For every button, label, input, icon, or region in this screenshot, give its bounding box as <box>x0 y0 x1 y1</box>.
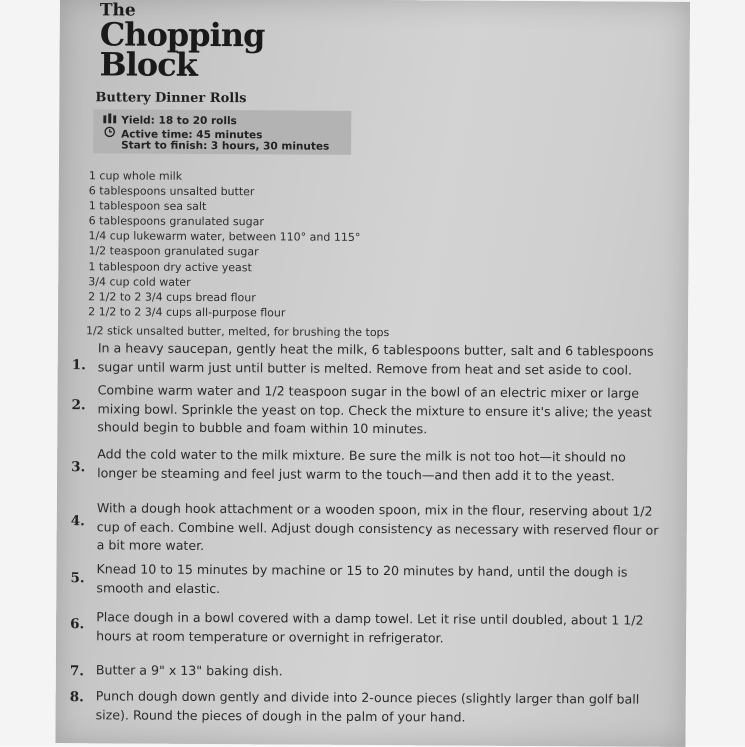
instruction-step <box>69 661 680 680</box>
instruction-step <box>71 381 682 437</box>
instruction-step <box>71 446 681 483</box>
recipe-sheet <box>55 0 690 747</box>
rolls-icon <box>101 113 117 127</box>
chopping-block-logo <box>99 0 265 84</box>
ingredient-item: 1/4 cup lukewarm water, between 110° and 115° <box>88 229 361 245</box>
active-time-text: Active time: 45 minutes <box>121 128 263 142</box>
logo-block: Block <box>99 45 197 84</box>
recipe-title: Buttery Dinner Rolls <box>95 90 247 107</box>
instruction-step <box>70 499 681 553</box>
instruction-step <box>69 687 680 725</box>
step-number: 3. <box>71 459 86 476</box>
step-text: In a heavy saucepan, gently heat the milk, 6 tablespoons butter, salt and 6 tablespoons sugar until warm just until butter is melted. Remove from heat and set aside to cool. <box>97 340 654 378</box>
ingredient-item: 2 1/2 to 2 3/4 cups bread flour <box>88 290 256 305</box>
instruction-step <box>70 560 681 596</box>
ingredient-item: 1 tablespoon sea salt <box>88 199 207 214</box>
ingredient-item: 6 tablespoons granulated sugar <box>88 214 264 229</box>
recipe-info-box <box>93 109 351 155</box>
step-number: 6. <box>70 616 85 633</box>
logo-chopping: Chopping <box>99 15 265 55</box>
ingredient-item: 1 tablespoon dry active yeast <box>88 259 252 274</box>
step-number: 4. <box>70 513 85 530</box>
ingredient-item: 1/2 teaspoon granulated sugar <box>88 244 259 259</box>
step-number: 2. <box>71 397 86 414</box>
step-text: Knead 10 to 15 minutes by machine or 15 to 20 minutes by hand, until the dough is smooth and elastic. <box>96 561 628 596</box>
ingredient-item: 2 1/2 to 2 3/4 cups all-purpose flour <box>88 305 286 320</box>
step-number: 7. <box>69 663 85 680</box>
step-text: Combine warm water and 1/2 teaspoon sugar in the bowl of an electric mixer or large mixing bowl. Sprinkle the yeast on top. Check the mixture to ensure it's alive; the yeast should begin to bubble and foam within 10 minutes. <box>97 382 652 437</box>
instruction-step <box>70 608 680 645</box>
step-number: 5. <box>70 570 85 587</box>
step-text: Add the cold water to the milk mixture. Be sure the milk is not too hot—it should no longer be steaming and feel just warm to the touch—and then add it to the yeast. <box>97 446 626 483</box>
logo-the: The <box>99 0 136 21</box>
yield-text: Yield: 18 to 20 rolls <box>121 114 237 128</box>
step-text: Punch dough down gently and divide into 2-ounce pieces (slightly larger than golf ball size). Round the pieces of dough in the palm of your hand. <box>95 688 640 725</box>
ingredient-item: 3/4 cup cold water <box>88 274 191 289</box>
ingredient-item: 1 cup whole milk <box>88 169 183 183</box>
step-text: Place dough in a bowl covered with a damp towel. Let it rise until doubled, about 1 1/2 hours at room temperature or overnight in refrigerator. <box>96 609 644 645</box>
step-number: 1. <box>71 357 86 374</box>
step-text: With a dough hook attachment or a wooden spoon, mix in the flour, reserving about 1/2 cup of each. Combine well. Adjust dough consistency as necessary with reserved flour or a bit more water. <box>96 500 659 553</box>
step-text: Butter a 9" x 13" baking dish. <box>95 662 283 679</box>
step-number: 8. <box>69 689 84 706</box>
ingredients-list <box>88 168 361 321</box>
ingredient-item: 6 tablespoons unsalted butter <box>88 184 255 199</box>
start-to-finish-text: Start to finish: 3 hours, 30 minutes <box>121 139 330 153</box>
topping-ingredient: 1/2 stick unsalted butter, melted, for brushing the tops <box>85 324 390 340</box>
start-to-finish-row <box>101 139 351 154</box>
